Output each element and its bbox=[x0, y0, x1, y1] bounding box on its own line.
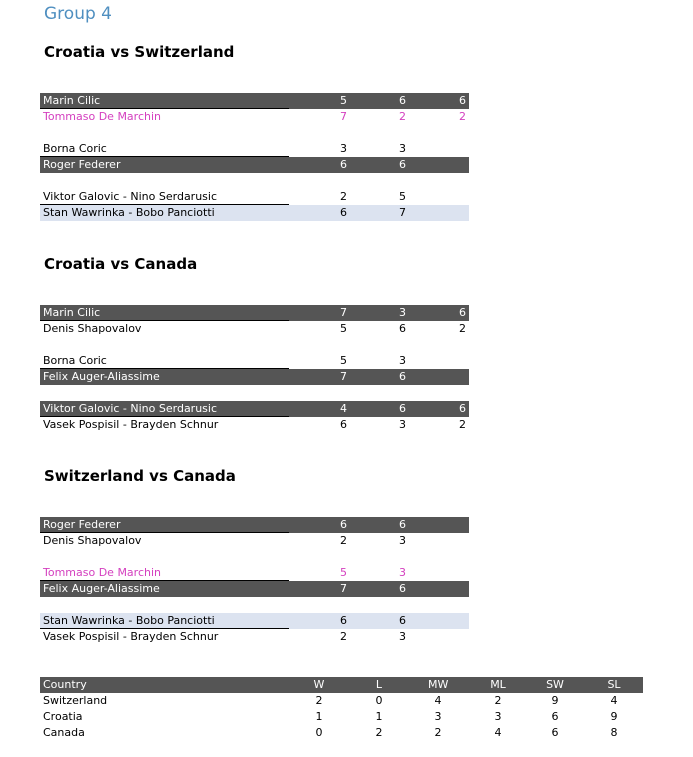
set-score: 6 bbox=[399, 94, 406, 107]
header-ml: ML bbox=[490, 678, 506, 691]
cell-sl: 9 bbox=[610, 710, 618, 723]
player-row bbox=[40, 565, 469, 581]
set-score: 6 bbox=[399, 370, 406, 383]
match-title: Switzerland vs Canada bbox=[44, 467, 236, 485]
set-score: 7 bbox=[340, 582, 347, 595]
set-score: 5 bbox=[399, 190, 406, 203]
set-score: 3 bbox=[340, 142, 347, 155]
set-score: 7 bbox=[340, 370, 347, 383]
set-score: 3 bbox=[399, 306, 406, 319]
player-name: Tommaso De Marchin bbox=[43, 110, 162, 123]
set-score: 6 bbox=[340, 518, 347, 531]
player-name: Viktor Galovic - Nino Serdarusic bbox=[43, 402, 218, 415]
set-score: 6 bbox=[399, 518, 406, 531]
header-sw: SW bbox=[546, 678, 564, 691]
cell-sl: 4 bbox=[610, 694, 618, 707]
player-name: Stan Wawrinka - Bobo Panciotti bbox=[43, 206, 215, 219]
set-score: 6 bbox=[459, 306, 466, 319]
set-score: 5 bbox=[340, 566, 347, 579]
set-score: 5 bbox=[340, 322, 347, 335]
cell-ml: 2 bbox=[494, 694, 502, 707]
player-row bbox=[40, 401, 469, 417]
set-score: 2 bbox=[399, 110, 406, 123]
player-row bbox=[40, 321, 469, 337]
player-name: Denis Shapovalov bbox=[43, 534, 142, 547]
cell-mw: 3 bbox=[434, 710, 442, 723]
player-row bbox=[40, 109, 469, 125]
set-score: 2 bbox=[340, 534, 347, 547]
table-row bbox=[40, 693, 643, 709]
set-score: 2 bbox=[459, 418, 466, 431]
player-row bbox=[40, 581, 469, 597]
cell-sw: 9 bbox=[551, 694, 559, 707]
set-score: 6 bbox=[399, 158, 406, 171]
player-row bbox=[40, 517, 469, 533]
set-score: 6 bbox=[340, 614, 347, 627]
header-sl: SL bbox=[607, 678, 621, 691]
cell-l: 2 bbox=[375, 726, 383, 739]
player-name: Denis Shapovalov bbox=[43, 322, 142, 335]
player-row bbox=[40, 417, 469, 433]
cell-w: 2 bbox=[315, 694, 323, 707]
header-l: L bbox=[375, 678, 383, 691]
set-score: 3 bbox=[399, 142, 406, 155]
set-score: 2 bbox=[340, 190, 347, 203]
player-name: Felix Auger-Aliassime bbox=[43, 582, 160, 595]
player-row bbox=[40, 533, 469, 549]
set-score: 6 bbox=[399, 582, 406, 595]
player-name: Felix Auger-Aliassime bbox=[43, 370, 160, 383]
set-score: 6 bbox=[459, 94, 466, 107]
header-country: Country bbox=[43, 678, 87, 691]
player-name: Marin Cilic bbox=[43, 94, 101, 107]
set-score: 2 bbox=[459, 322, 466, 335]
cell-w: 1 bbox=[315, 710, 323, 723]
match-title: Croatia vs Switzerland bbox=[44, 43, 235, 61]
header-w: W bbox=[313, 678, 325, 691]
cell-sl: 8 bbox=[610, 726, 618, 739]
country-name: Canada bbox=[43, 726, 85, 739]
player-name: Roger Federer bbox=[43, 518, 121, 531]
cell-l: 0 bbox=[375, 694, 383, 707]
set-score: 6 bbox=[340, 206, 347, 219]
player-name: Vasek Pospisil - Brayden Schnur bbox=[43, 630, 219, 643]
set-score: 3 bbox=[399, 534, 406, 547]
player-name: Viktor Galovic - Nino Serdarusic bbox=[43, 190, 218, 203]
player-row bbox=[40, 189, 469, 205]
country-name: Croatia bbox=[43, 710, 83, 723]
player-name: Stan Wawrinka - Bobo Panciotti bbox=[43, 614, 215, 627]
set-score: 3 bbox=[399, 354, 406, 367]
table-row bbox=[40, 709, 643, 725]
player-row bbox=[40, 629, 469, 645]
set-score: 4 bbox=[340, 402, 347, 415]
standings-table bbox=[40, 677, 643, 741]
player-row bbox=[40, 305, 469, 321]
cell-sw: 6 bbox=[551, 726, 559, 739]
set-score: 5 bbox=[340, 354, 347, 367]
table-row bbox=[40, 725, 643, 741]
cell-w: 0 bbox=[315, 726, 323, 739]
match-title: Croatia vs Canada bbox=[44, 255, 198, 273]
player-name: Borna Coric bbox=[43, 354, 107, 367]
set-score: 7 bbox=[340, 306, 347, 319]
player-name: Tommaso De Marchin bbox=[43, 566, 162, 579]
cell-mw: 4 bbox=[434, 694, 442, 707]
player-row bbox=[40, 369, 469, 385]
standings-header bbox=[40, 677, 643, 693]
player-row bbox=[40, 93, 469, 109]
cell-mw: 2 bbox=[434, 726, 442, 739]
set-score: 7 bbox=[340, 110, 347, 123]
player-name: Roger Federer bbox=[43, 158, 121, 171]
player-name: Borna Coric bbox=[43, 142, 107, 155]
cell-ml: 3 bbox=[494, 710, 502, 723]
player-row bbox=[40, 205, 469, 221]
set-score: 2 bbox=[459, 110, 466, 123]
group-title: Group 4 bbox=[44, 4, 112, 24]
player-row bbox=[40, 353, 469, 369]
header-mw: MW bbox=[428, 678, 449, 691]
set-score: 6 bbox=[459, 402, 466, 415]
set-score: 6 bbox=[399, 614, 406, 627]
set-score: 6 bbox=[399, 322, 406, 335]
player-name: Marin Cilic bbox=[43, 306, 101, 319]
set-score: 2 bbox=[340, 630, 347, 643]
set-score: 7 bbox=[399, 206, 406, 219]
set-score: 6 bbox=[399, 402, 406, 415]
set-score: 3 bbox=[399, 418, 406, 431]
player-name: Vasek Pospisil - Brayden Schnur bbox=[43, 418, 219, 431]
cell-sw: 6 bbox=[551, 710, 559, 723]
player-row bbox=[40, 141, 469, 157]
cell-ml: 4 bbox=[494, 726, 502, 739]
country-name: Switzerland bbox=[43, 694, 108, 707]
set-score: 6 bbox=[340, 418, 347, 431]
set-score: 3 bbox=[399, 630, 406, 643]
player-row bbox=[40, 613, 469, 629]
cell-l: 1 bbox=[375, 710, 383, 723]
player-row bbox=[40, 157, 469, 173]
set-score: 5 bbox=[340, 94, 347, 107]
set-score: 3 bbox=[399, 566, 406, 579]
set-score: 6 bbox=[340, 158, 347, 171]
